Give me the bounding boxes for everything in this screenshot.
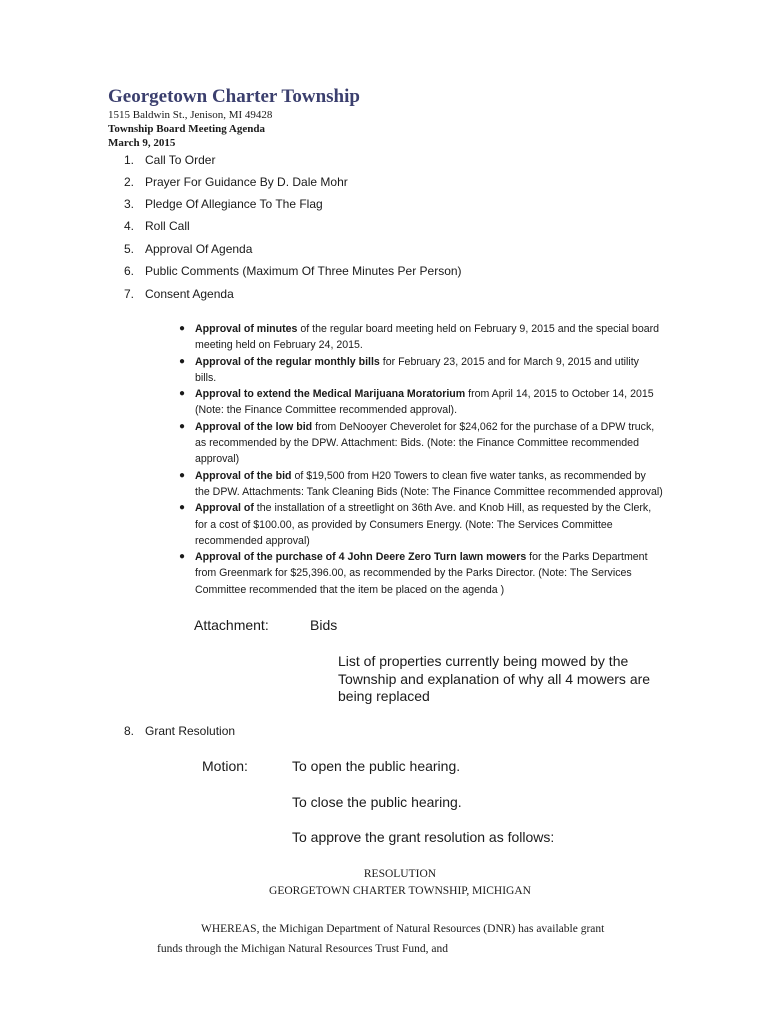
whereas-line: WHEREAS, the Michigan Department of Natural Resources (DNR) has available grant — [201, 923, 605, 935]
consent-item — [178, 419, 663, 468]
bullet-icon: ● — [179, 355, 186, 367]
consent-item-bold: Approval to extend the Medical Marijuana Moratorium — [195, 388, 466, 401]
consent-item — [178, 386, 663, 419]
consent-item-bold: Approval of the purchase of 4 John Deere Zero Turn lawn mowers — [195, 551, 527, 564]
consent-item-text: for February 23, 2015 and for March 9, 2015 and utility bills. — [195, 355, 639, 384]
meeting-date: March 9, 2015 — [108, 137, 176, 149]
agenda-item — [124, 242, 252, 256]
bullet-icon: ● — [179, 323, 186, 334]
resolution-heading: RESOLUTION — [363, 868, 437, 880]
agenda-item-number: 8. — [124, 724, 135, 738]
agenda-item-number: 3. — [124, 197, 135, 211]
agenda-item-label: Pledge Of Allegiance To The Flag — [145, 197, 323, 211]
attachment-label: Attachment: — [194, 617, 269, 633]
consent-item — [178, 468, 663, 501]
attachment-value: Bids — [310, 617, 338, 633]
bullet-icon: ● — [179, 469, 186, 481]
township-address: 1515 Baldwin St., Jenison, MI 49428 — [108, 109, 273, 121]
consent-item-text: from April 14, 2015 to October 14, 2015 (Note: the Finance Committee recommended approval). — [195, 388, 654, 417]
attachment-note: List of properties currently being mowed by the Township and explanation of why all 4 mowers are being replaced — [338, 653, 651, 704]
motion-label: Motion: — [202, 758, 248, 774]
agenda-item-label: Roll Call — [145, 219, 190, 233]
agenda-item-label: Grant Resolution — [145, 724, 236, 738]
agenda-item-number: 5. — [124, 242, 135, 256]
motion-line: To close the public hearing. — [292, 794, 462, 810]
resolution-subheading: GEORGETOWN CHARTER TOWNSHIP, MICHIGAN — [269, 885, 531, 897]
agenda-item-number: 6. — [124, 264, 135, 278]
agenda-item — [124, 153, 215, 167]
consent-item-bold: Approval of the low bid — [195, 420, 313, 433]
agenda-item-label: Public Comments (Maximum Of Three Minutes Per Person) — [145, 264, 462, 278]
resolution-body — [157, 919, 677, 959]
agenda-item-number: 4. — [124, 219, 135, 233]
consent-agenda-list — [178, 321, 663, 598]
agenda-item-number: 2. — [124, 175, 135, 189]
consent-item-text: of $19,500 from H20 Towers to clean five water tanks, as recommended by the DPW. Attachments: Tank Cleaning Bids (Note: The Finance Committee recommended approval) — [195, 469, 663, 498]
agenda-item — [124, 175, 348, 189]
consent-item-bold: Approval of the bid — [195, 469, 292, 482]
agenda-item-label: Consent Agenda — [145, 287, 234, 301]
agenda-item — [124, 197, 323, 211]
township-title: Georgetown Charter Township — [108, 86, 360, 107]
agenda-item-label: Call To Order — [145, 153, 216, 167]
consent-item — [178, 354, 663, 387]
agenda-item-label: Prayer For Guidance By D. Dale Mohr — [145, 175, 348, 189]
bullet-icon: ● — [179, 551, 186, 563]
consent-item-bold: Approval of the regular monthly bills — [195, 355, 380, 368]
consent-item — [178, 500, 663, 549]
agenda-item — [124, 287, 234, 301]
consent-item-text: for the Parks Department from Greenmark for $25,396.00, as recommended by the Parks Director. (Note: The Services Committee recommended that the item be placed on the agenda ) — [195, 551, 648, 596]
meeting-type: Township Board Meeting Agenda — [108, 123, 265, 135]
consent-item-bold: Approval of minutes — [195, 323, 298, 335]
bullet-icon: ● — [179, 388, 186, 400]
agenda-item-number: 7. — [124, 287, 135, 301]
consent-item-text: from DeNooyer Cheverolet for $24,062 for the purchase of a DPW truck, as recommended by the DPW. Attachment: Bids. (Note: the Finance Committee recommended approval) — [195, 420, 655, 466]
agenda-item — [124, 219, 190, 233]
motion-line: To approve the grant resolution as follows: — [292, 829, 555, 845]
agenda-item — [124, 724, 235, 738]
motion-line: To open the public hearing. — [292, 758, 461, 774]
resolution-heading-block — [0, 866, 770, 900]
consent-item-text: the installation of a streetlight on 36th Ave. and Knob Hill, as requested by the Clerk, for a cost of $100.00, as provided by Consumers Energy. (Note: The Services Committee recommended approval) — [195, 502, 652, 547]
consent-item-bold: Approval of — [195, 502, 254, 515]
agenda-item-number: 1. — [124, 153, 135, 167]
consent-item — [178, 549, 663, 598]
bullet-icon: ● — [179, 420, 186, 432]
consent-item — [178, 321, 663, 354]
agenda-item-label: Approval Of Agenda — [145, 242, 253, 256]
whereas-line: funds through the Michigan Natural Resources Trust Fund, and — [157, 943, 448, 955]
consent-item-text: of the regular board meeting held on February 9, 2015 and the special board meeting held on February 24, 2015. — [195, 323, 660, 352]
agenda-item — [124, 264, 462, 278]
bullet-icon: ● — [179, 502, 186, 514]
